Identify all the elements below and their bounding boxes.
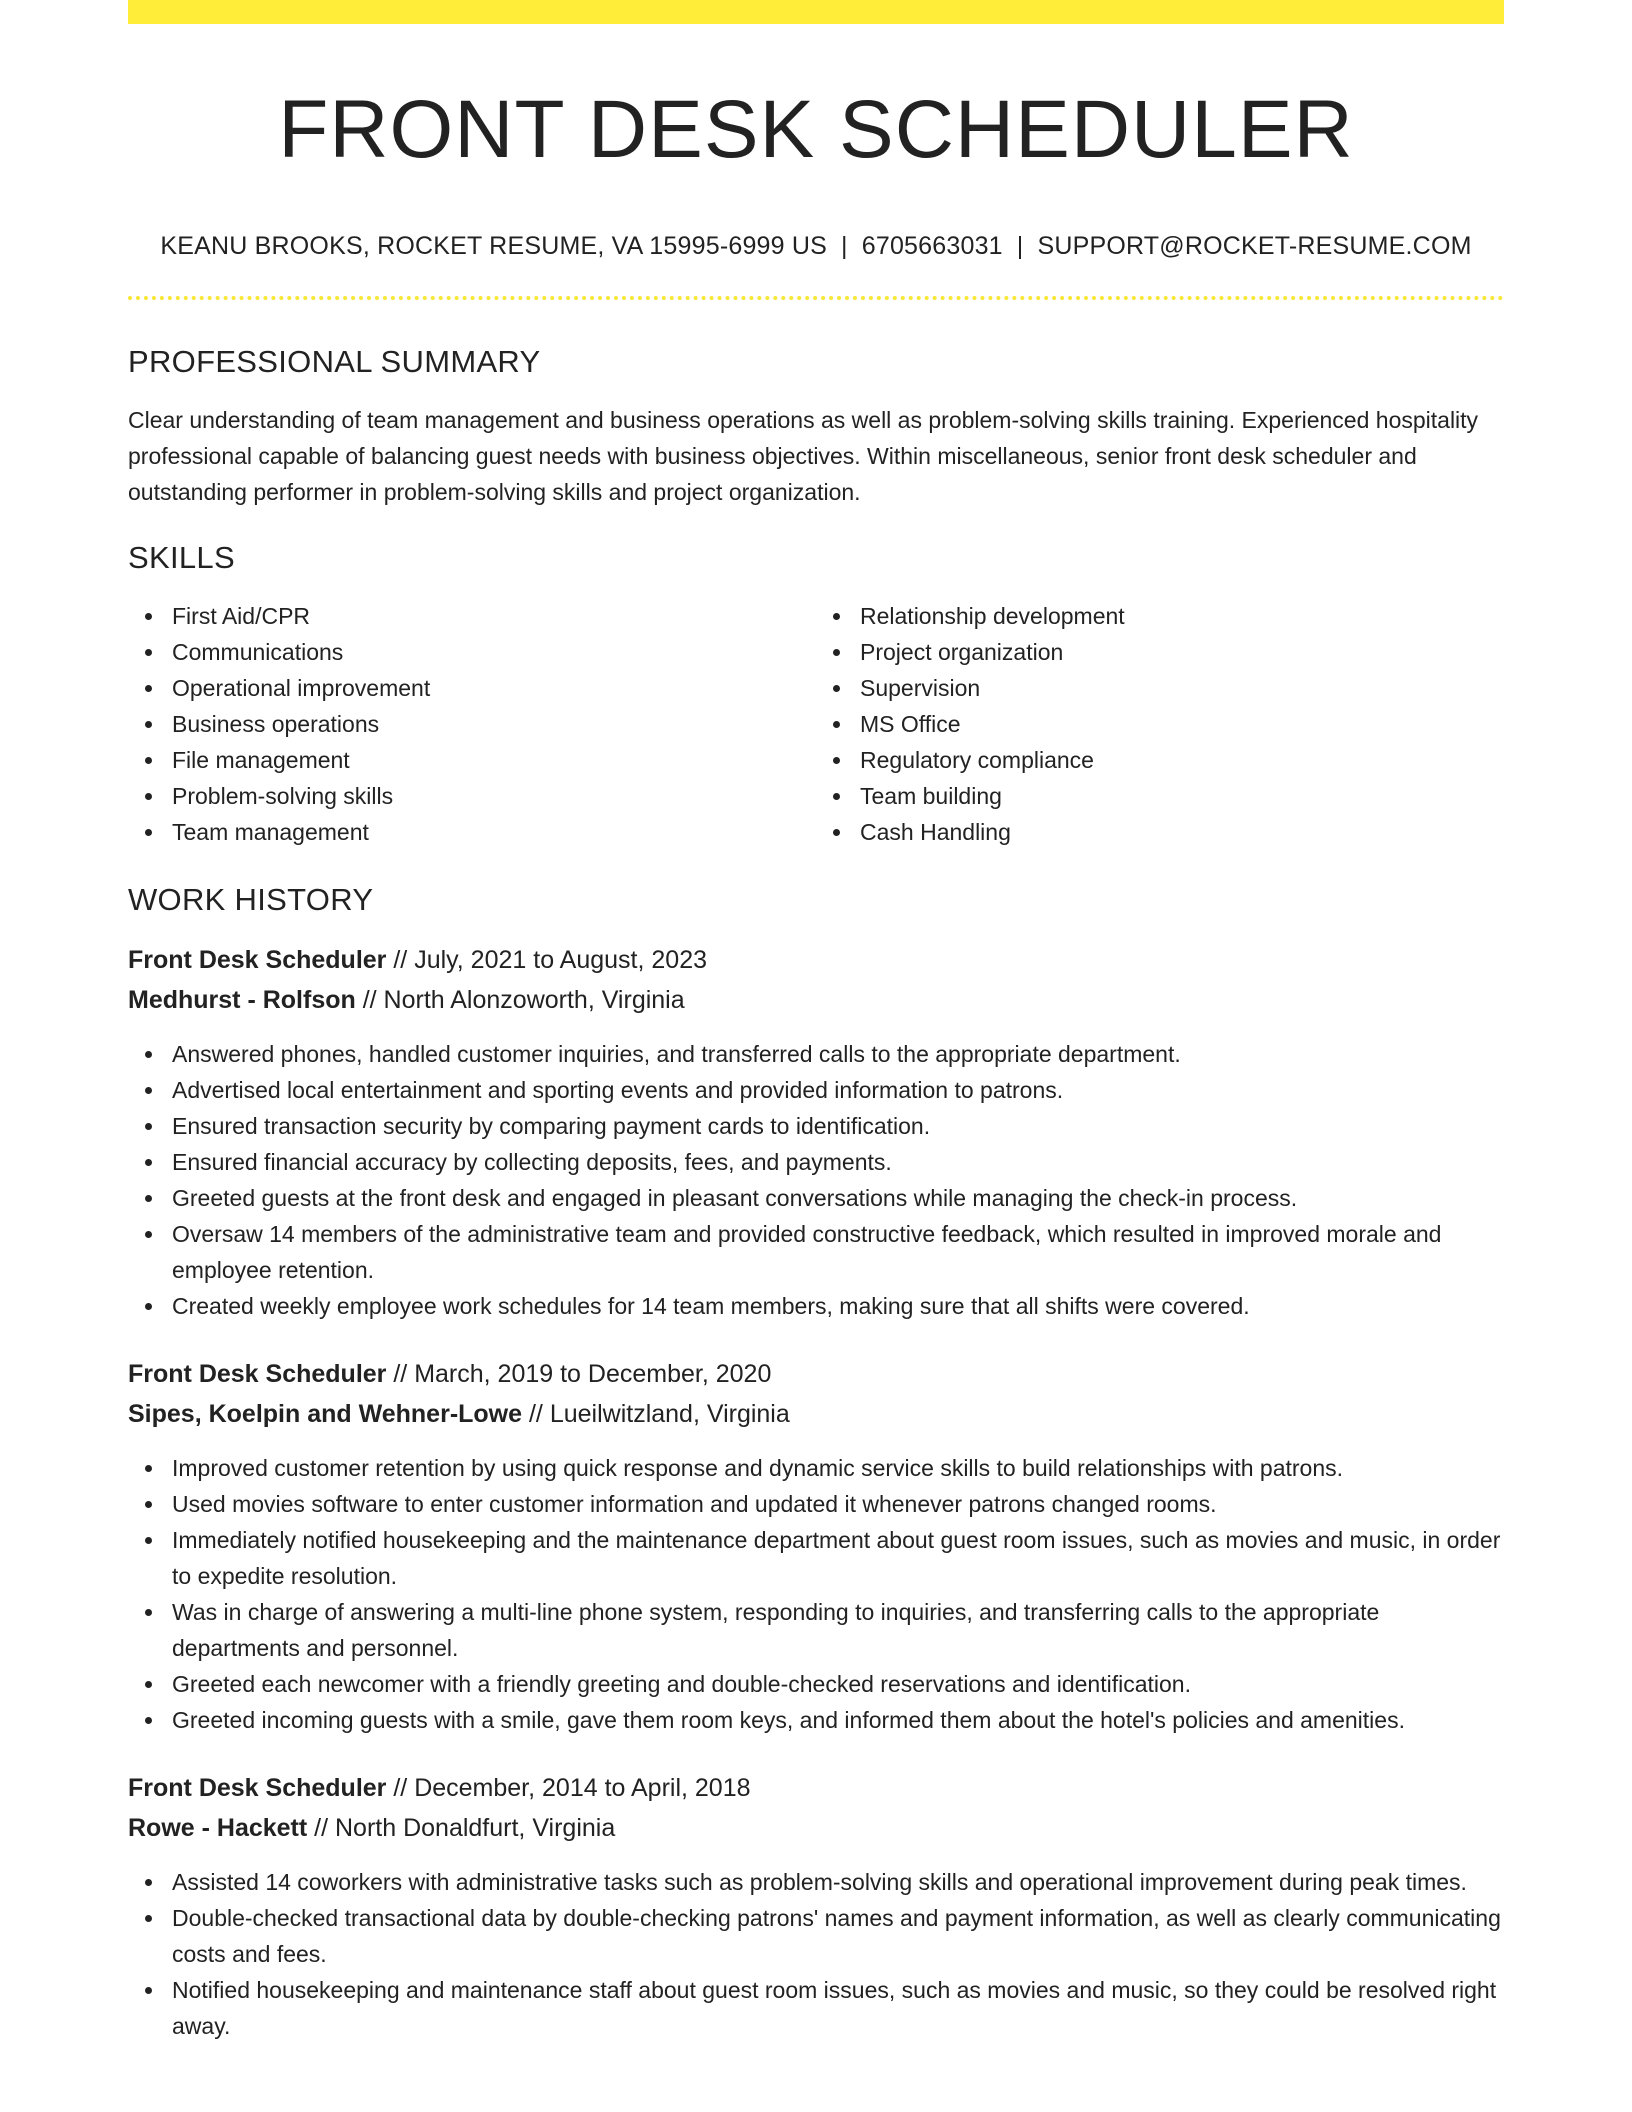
job-duty: Immediately notified housekeeping and the maintenance department about guest room issues, such as movies and music, in order to expedite resolution. <box>128 1522 1504 1594</box>
job-entry <box>128 940 1504 1324</box>
skill-item: Team building <box>816 778 1504 814</box>
job-company-line <box>128 980 1504 1020</box>
job-role-line <box>128 1768 1504 1808</box>
contact-email: SUPPORT@ROCKET-RESUME.COM <box>1037 232 1472 260</box>
job-duty: Used movies software to enter customer information and updated it whenever patrons changed rooms. <box>128 1486 1504 1522</box>
job-duty: Improved customer retention by using quick response and dynamic service skills to build relationships with patrons. <box>128 1450 1504 1486</box>
job-company-line <box>128 1394 1504 1434</box>
job-duty: Assisted 14 coworkers with administrative tasks such as problem-solving skills and operational improvement during peak times. <box>128 1864 1504 1900</box>
skills-column-right <box>816 598 1504 850</box>
job-duties <box>128 1036 1504 1324</box>
summary-text: Clear understanding of team management and business operations as well as problem-solving skills training. Experienced hospitality professional capable of balancing guest needs with business objectives. Within miscellaneous, senior front desk scheduler and outstanding performer in problem-solving skills and project organization. <box>128 407 1479 505</box>
job-entry <box>128 1354 1504 1738</box>
job-company: Rowe - Hackett <box>128 1814 308 1842</box>
resume-page <box>128 0 1504 2044</box>
job-role: Front Desk Scheduler <box>128 946 387 974</box>
job-dates: // July, 2021 to August, 2023 <box>386 946 707 974</box>
contact-separator: | <box>1016 232 1024 260</box>
skill-item: First Aid/CPR <box>128 598 816 634</box>
accent-top-bar <box>128 0 1504 24</box>
job-location: // North Alonzoworth, Virginia <box>355 986 685 1014</box>
skill-item: Communications <box>128 634 816 670</box>
job-duty: Greeted each newcomer with a friendly greeting and double-checked reservations and identification. <box>128 1666 1504 1702</box>
job-duties <box>128 1450 1504 1738</box>
job-duty: Created weekly employee work schedules for 14 team members, making sure that all shifts were covered. <box>128 1288 1504 1324</box>
skill-item: Cash Handling <box>816 814 1504 850</box>
work-history-heading: WORK HISTORY <box>128 882 374 917</box>
skills-list <box>128 598 1504 850</box>
contact-phone: 6705663031 <box>861 232 1003 260</box>
job-duty: Ensured financial accuracy by collecting deposits, fees, and payments. <box>128 1144 1504 1180</box>
job-duties <box>128 1864 1504 2044</box>
contact-address: KEANU BROOKS, ROCKET RESUME, VA 15995-6999 US <box>160 232 828 260</box>
job-duty: Greeted incoming guests with a smile, gave them room keys, and informed them about the hotel's policies and amenities. <box>128 1702 1504 1738</box>
skill-item: Relationship development <box>816 598 1504 634</box>
job-entry <box>128 1768 1504 2044</box>
job-role-line <box>128 1354 1504 1394</box>
job-dates: // December, 2014 to April, 2018 <box>386 1774 751 1802</box>
header-divider <box>128 296 1504 300</box>
skill-item: MS Office <box>816 706 1504 742</box>
job-duty: Notified housekeeping and maintenance staff about guest room issues, such as movies and music, so they could be resolved right away. <box>128 1972 1504 2044</box>
summary-heading: PROFESSIONAL SUMMARY <box>128 344 541 379</box>
job-location: // Lueilwitzland, Virginia <box>522 1400 790 1428</box>
skills-heading: SKILLS <box>128 540 235 575</box>
job-duty: Advertised local entertainment and sporting events and provided information to patrons. <box>128 1072 1504 1108</box>
skill-item: Operational improvement <box>128 670 816 706</box>
page-title: FRONT DESK SCHEDULER <box>278 84 1354 175</box>
job-company: Sipes, Koelpin and Wehner-Lowe <box>128 1400 523 1428</box>
skill-item: Project organization <box>816 634 1504 670</box>
skill-item: Business operations <box>128 706 816 742</box>
job-company-line <box>128 1808 1504 1848</box>
job-role: Front Desk Scheduler <box>128 1774 387 1802</box>
skill-item: Problem-solving skills <box>128 778 816 814</box>
job-duty: Oversaw 14 members of the administrative team and provided constructive feedback, which resulted in improved morale and employee retention. <box>128 1216 1504 1288</box>
skills-column-left <box>128 598 816 850</box>
job-location: // North Donaldfurt, Virginia <box>307 1814 616 1842</box>
skill-item: Regulatory compliance <box>816 742 1504 778</box>
job-duty: Was in charge of answering a multi-line phone system, responding to inquiries, and transferring calls to the appropriate departments and personnel. <box>128 1594 1504 1666</box>
contact-separator: | <box>841 232 848 260</box>
job-duty: Answered phones, handled customer inquiries, and transferred calls to the appropriate department. <box>128 1036 1504 1072</box>
skill-item: File management <box>128 742 816 778</box>
job-role: Front Desk Scheduler <box>128 1360 387 1388</box>
skill-item: Supervision <box>816 670 1504 706</box>
job-duty: Double-checked transactional data by double-checking patrons' names and payment information, as well as clearly communicating costs and fees. <box>128 1900 1504 1972</box>
job-company: Medhurst - Rolfson <box>128 986 356 1014</box>
job-dates: // March, 2019 to December, 2020 <box>386 1360 772 1388</box>
skill-item: Team management <box>128 814 816 850</box>
job-role-line <box>128 940 1504 980</box>
job-duty: Ensured transaction security by comparing payment cards to identification. <box>128 1108 1504 1144</box>
job-duty: Greeted guests at the front desk and engaged in pleasant conversations while managing the check-in process. <box>128 1180 1504 1216</box>
contact-line <box>128 230 1504 262</box>
